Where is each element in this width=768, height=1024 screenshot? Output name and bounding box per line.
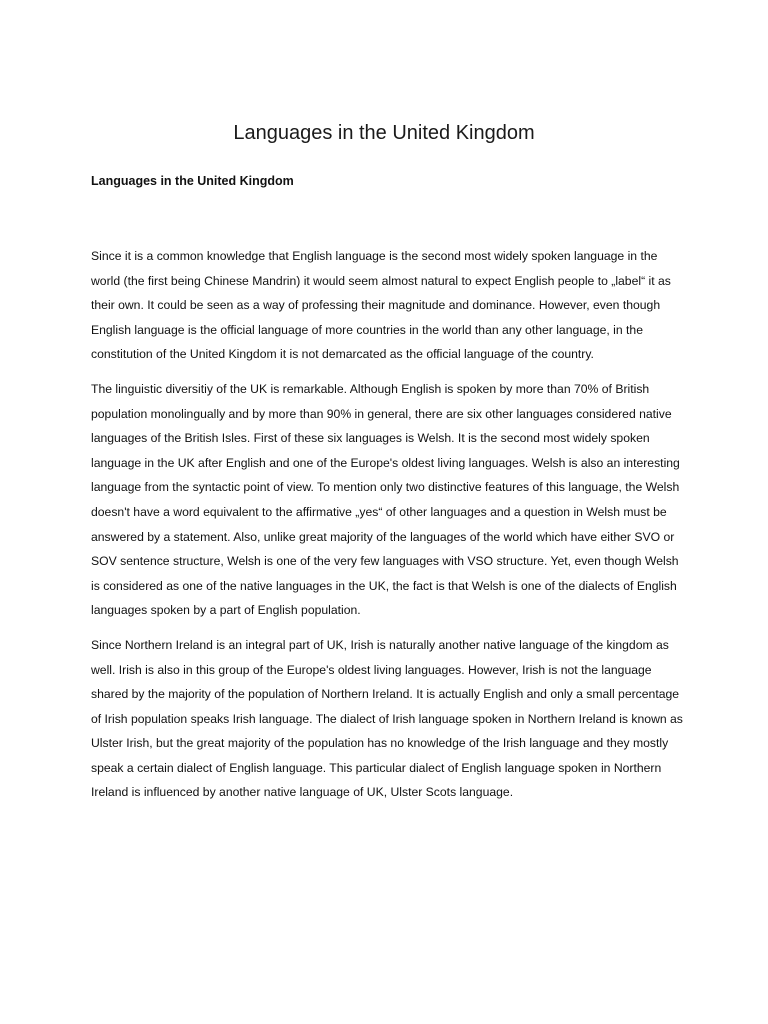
page-title: Languages in the United Kingdom xyxy=(233,122,535,144)
section-heading: Languages in the United Kingdom xyxy=(91,174,294,188)
paragraph-welsh: The linguistic diversitiy of the UK is remarkable. Although English is spoken by more than 70% of British population monolingually and by more than 90% in general, there are six other languages considered native languages of the British Isles. First of these six languages is Welsh. It is the second most widely spoken language in the UK after English and one of the Europe's oldest living languages. Welsh is also an interesting language from the syntactic point of view. To mention only two distinctive features of this language, the Welsh doesn't have a word equivalent to the affirmative „yes“ of other languages and a question in Welsh must be answered by a statement. Also, unlike great majority of the languages of the world which have either SVO or SOV sentence structure, Welsh is one of the very few languages with VSO structure. Yet, even though Welsh is considered as one of the native languages in the UK, the fact is that Welsh is one of the dialects of English languages spoken by a part of English population. xyxy=(91,381,680,618)
paragraph-irish: Since Northern Ireland is an integral part of UK, Irish is naturally another native language of the kingdom as well. Irish is also in this group of the Europe's oldest living languages. However, Irish is not the language shared by the majority of the population of Northern Ireland. It is actually English and only a small percentage of Irish population speaks Irish language. The dialect of Irish language spoken in Northern Ireland is known as Ulster Irish, but the great majority of the population has no knowledge of the Irish language and they mostly speak a certain dialect of English language. This particular dialect of English language spoken in Northern Ireland is influenced by another native language of UK, Ulster Scots language. xyxy=(91,637,683,800)
body-text xyxy=(91,244,686,815)
paragraph-intro: Since it is a common knowledge that English language is the second most widely spoken language in the world (the first being Chinese Mandrin) it would seem almost natural to expect English people to „label“ it as their own. It could be seen as a way of professing their magnitude and dominance. However, even though English language is the official language of more countries in the world than any other language, in the constitution of the United Kingdom it is not demarcated as the official language of the country. xyxy=(91,249,671,362)
